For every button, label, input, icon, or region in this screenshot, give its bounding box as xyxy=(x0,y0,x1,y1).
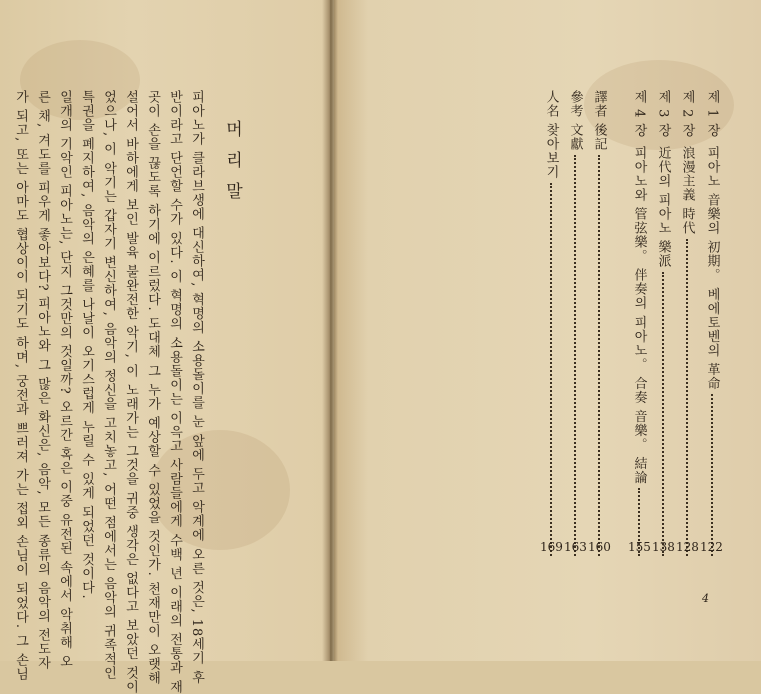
left-page xyxy=(0,0,330,694)
toc-chapter-label: 제 2 장 xyxy=(679,90,695,138)
toc-page-number: 122 xyxy=(700,540,723,554)
toc-appendix-title: 參考 文獻 xyxy=(567,90,583,152)
preface-line: 른 채, 겨도를 피우게 좋아보다? 피아노와 그 많은 화신은, 음악, 모든 종류의 음악의 전도자 xyxy=(35,90,50,671)
preface-line: 었으나, 이 악기는 갑자기 변신하여, 음악의 정신을 고치놓고, 어떤 점에서는 음악의 귀족적인 xyxy=(101,90,116,680)
toc-leader-dots xyxy=(662,272,664,556)
toc-entry-references xyxy=(566,90,584,560)
book-gutter xyxy=(322,0,338,661)
toc-chapter-title: 近代의 피아노 樂派 xyxy=(655,145,671,268)
toc-chapter-label: 제 1 장 xyxy=(704,90,720,138)
toc-chapter-title: 피아노 音樂의 初期。 베에토벤의 革命 xyxy=(704,145,720,391)
toc-page-number: 138 xyxy=(652,540,675,554)
toc-leader-dots xyxy=(711,394,713,556)
toc-entry-translator-note xyxy=(590,90,608,560)
toc-leader-dots xyxy=(550,183,552,556)
toc-page-number: 160 xyxy=(588,540,611,554)
toc-leader-dots xyxy=(686,239,688,556)
toc-page-number: 155 xyxy=(628,540,651,554)
preface-line: 가 되고, 또는 아마도 협상이이 되기도 하며, 궁전과 쁘러져 가는 접외 손님이 되었다. 그 손님 xyxy=(13,90,28,682)
toc-chapter-label: 제 3 장 xyxy=(655,90,671,138)
toc-entry-chapter-2 xyxy=(678,90,696,560)
toc-entry-chapter-1 xyxy=(703,90,721,560)
toc-page-number: 163 xyxy=(564,540,587,554)
toc-entry-chapter-4 xyxy=(630,90,648,560)
toc-chapter-label: 제 4 장 xyxy=(631,90,647,138)
toc-page-number: 128 xyxy=(676,540,699,554)
toc-page-number: 169 xyxy=(540,540,563,554)
toc-entry-name-index xyxy=(542,90,560,560)
toc-appendix-title: 人名 찾아보기 xyxy=(543,90,559,180)
folio-page-number: 4 xyxy=(702,592,709,605)
preface-line: 설어서 바하에게 보인 발육 불완전한 악기, 이 노래가는 그것을 귀중 생각은 없다고 보았던 것이 xyxy=(123,90,138,694)
toc-chapter-title: 浪漫主義 時代 xyxy=(679,145,695,235)
preface-heading: 머리말 xyxy=(222,120,242,213)
preface-line: 곳이 손을 끊도록 하기에 이르렀다. 도대체 그 누가 예상할 수 있었을 것인가. 천재만이 오랫해 xyxy=(145,90,160,685)
toc-leader-dots xyxy=(598,155,600,556)
preface-line: 특권을 폐지하여, 음악의 은혜를 나날이 오기스럽게 누릴 수 있게 되었던 것이다. xyxy=(79,90,94,600)
preface-line: 일개의 기악인 피아노는, 단지 그것만의 것일까? 오르간 혹은 이중 유전된 속에서 악취해 오 xyxy=(57,90,72,669)
toc-chapter-title: 피아노와 管弦樂。 伴奏의 피아노。 合奏 音樂。 結論 xyxy=(631,145,647,485)
preface-line: 피아노가 클라브생에 대신하여, 혁명의 소용돌이를 눈 앞에 두고 악계에 오른 것은, 18세기 후 xyxy=(189,90,204,685)
toc-entry-chapter-3 xyxy=(654,90,672,560)
preface-line: 반이라고 단언할 수가 있다. 이 혁명의 소용돌이는 이윽고 사람들에게 수백 년 이래의 전통과 재 xyxy=(167,90,182,694)
toc-leader-dots xyxy=(574,155,576,556)
toc-appendix-title: 譯者 後記 xyxy=(591,90,607,152)
